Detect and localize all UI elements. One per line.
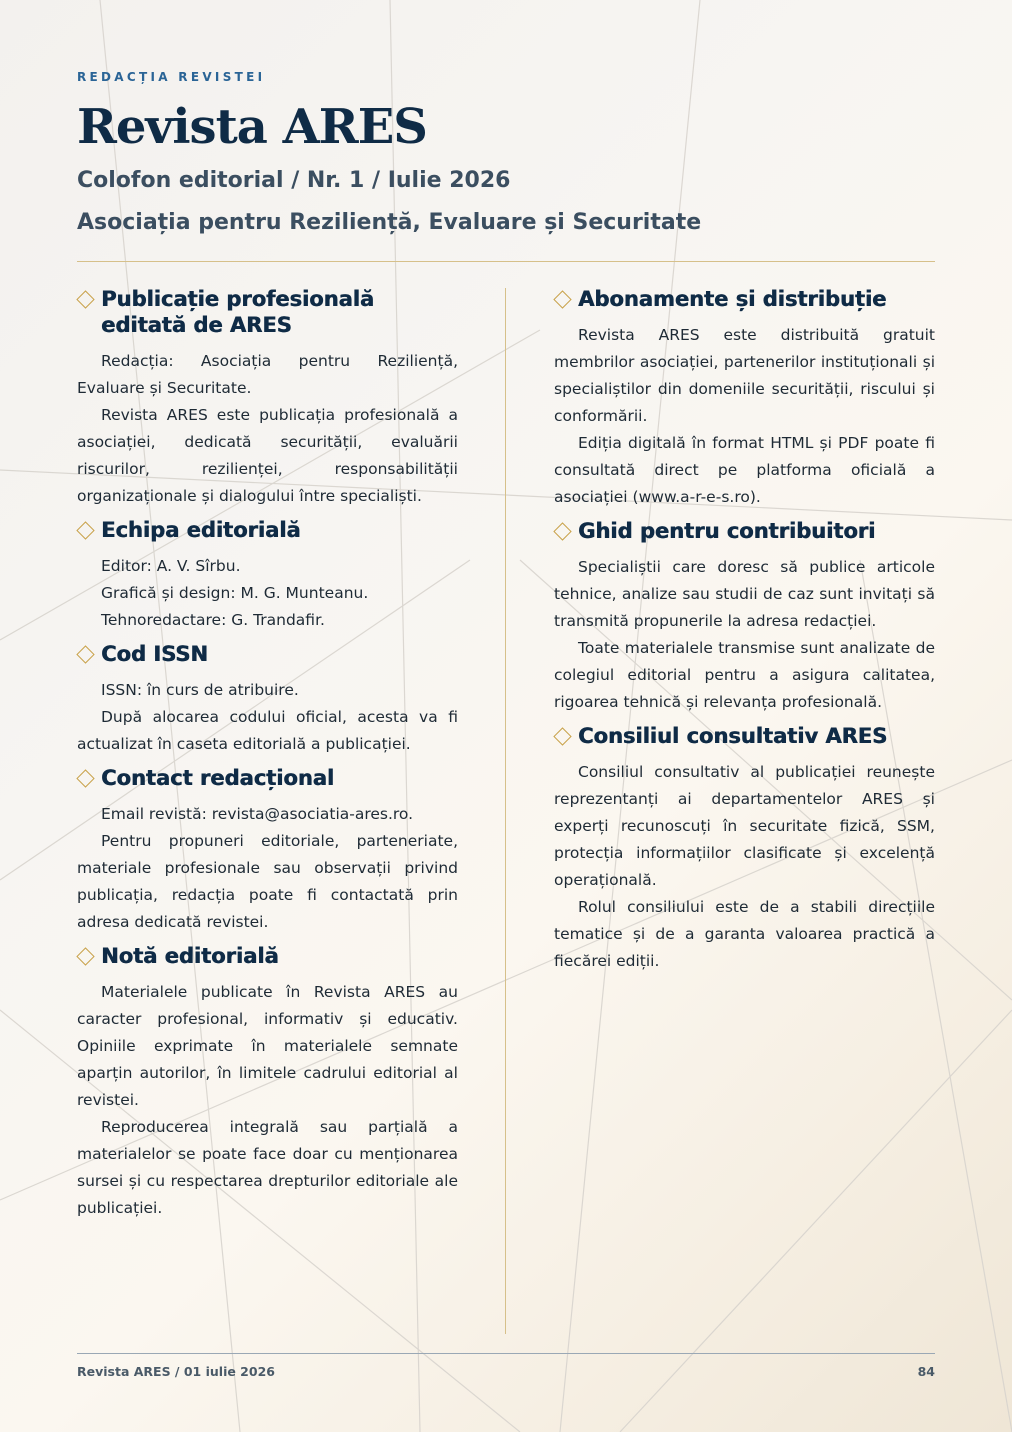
- contact-email: Email revistă: revista@asociatia-ares.ro.: [101, 805, 414, 823]
- issue-subtitle: Colofon editorial / Nr. 1 / Iulie 2026: [77, 168, 511, 193]
- team-member: Tehnoredactare: G. Trandafir.: [101, 611, 325, 629]
- paragraph: Toate materialele transmise sunt analizate de colegiul editorial pentru a asigura calitatea, rigoarea tehnică și relevanța profesională.: [554, 639, 935, 711]
- team-member: Grafică și design: M. G. Munteanu.: [101, 584, 369, 602]
- footer-divider: [77, 1353, 935, 1354]
- diamond-icon: [76, 769, 94, 787]
- paragraph: Rolul consiliului este de a stabili direcțiile tematice și de a garanta valoarea practică a fiecărei ediții.: [554, 898, 935, 970]
- diamond-icon: [76, 521, 94, 539]
- header-divider: [77, 261, 935, 262]
- organization-name: Asociația pentru Reziliență, Evaluare și Securitate: [77, 210, 702, 235]
- page-number: 84: [917, 1364, 935, 1379]
- publication-heading: Publicație profesională editată de ARES: [101, 287, 374, 337]
- section-publication: [77, 286, 458, 510]
- section-editorial-note: [77, 943, 458, 1222]
- section-kicker: REDACȚIA REVISTEI: [77, 70, 266, 84]
- left-column: [77, 286, 458, 1229]
- section-heading: [77, 765, 458, 791]
- contact-heading: Contact redacțional: [101, 766, 335, 790]
- diamond-icon: [76, 645, 94, 663]
- council-heading: Consiliul consultativ ARES: [578, 724, 888, 748]
- team-member: Editor: A. V. Sîrbu.: [101, 557, 241, 575]
- section-heading: [77, 641, 458, 667]
- section-contact: [77, 765, 458, 936]
- issn-value: ISSN: în curs de atribuire.: [101, 681, 299, 699]
- footer-issue-label: Revista ARES / 01 iulie 2026: [77, 1364, 275, 1379]
- paragraph: Specialiștii care doresc să publice articole tehnice, analize sau studii de caz sunt invitați să transmită propunerile la adresa redacției.: [554, 558, 935, 630]
- paragraph: Revista ARES este publicația profesională a asociației, dedicată securității, evaluării riscurilor, rezilienței, responsabilității organizaționale și dialogului între specialiști.: [77, 406, 458, 505]
- section-heading: [77, 943, 458, 969]
- contributors-heading: Ghid pentru contribuitori: [578, 519, 876, 543]
- page-title: Revista ARES: [77, 99, 427, 155]
- section-heading: [554, 286, 935, 312]
- paragraph: Redacția: Asociația pentru Reziliență, Evaluare și Securitate.: [77, 352, 458, 397]
- paragraph: Consiliul consultativ al publicației reunește reprezentanți ai departamentelor ARES și experți recunoscuți în securitate fizică, SSM, protecția informațiilor clasificate și excelență operațională.: [554, 763, 935, 889]
- paragraph: Ediția digitală în format HTML și PDF poate fi consultată direct pe platforma oficială a asociației (www.a-r-e-s.ro).: [554, 434, 935, 506]
- diamond-icon: [76, 290, 94, 308]
- section-heading: [77, 517, 458, 543]
- colophon-page: [77, 0, 935, 1432]
- diamond-icon: [553, 290, 571, 308]
- paragraph: Pentru propuneri editoriale, parteneriate, materiale profesionale sau observații privind publicația, redacția poate fi contactată prin adresa dedicată revistei.: [77, 832, 458, 931]
- section-heading: [77, 286, 458, 338]
- note-heading: Notă editorială: [101, 944, 279, 968]
- section-advisory-council: [554, 723, 935, 975]
- diamond-icon: [76, 947, 94, 965]
- right-column: [554, 286, 935, 982]
- paragraph: Revista ARES este distribuită gratuit membrilor asociației, partenerilor instituționali și specialiștilor din domeniile securității, riscului și conformării.: [554, 326, 935, 425]
- issn-heading: Cod ISSN: [101, 642, 208, 666]
- section-subscriptions: [554, 286, 935, 511]
- team-heading: Echipa editorială: [101, 518, 301, 542]
- section-editorial-team: [77, 517, 458, 634]
- column-divider: [505, 288, 506, 1334]
- paragraph: Materialele publicate în Revista ARES au caracter profesional, informativ și educativ. Opiniile exprimate în materialele semnate aparțin autorilor, în limitele cadrului editorial al revistei.: [77, 983, 458, 1109]
- section-heading: [554, 723, 935, 749]
- diamond-icon: [553, 522, 571, 540]
- paragraph: După alocarea codului oficial, acesta va fi actualizat în caseta editorială a publicației.: [77, 708, 458, 753]
- section-contributors: [554, 518, 935, 716]
- section-issn: [77, 641, 458, 758]
- subscriptions-heading: Abonamente și distribuție: [578, 287, 887, 311]
- diamond-icon: [553, 727, 571, 745]
- paragraph: Reproducerea integrală sau parțială a materialelor se poate face doar cu menționarea sursei și cu respectarea drepturilor editoriale ale publicației.: [77, 1118, 458, 1217]
- section-heading: [554, 518, 935, 544]
